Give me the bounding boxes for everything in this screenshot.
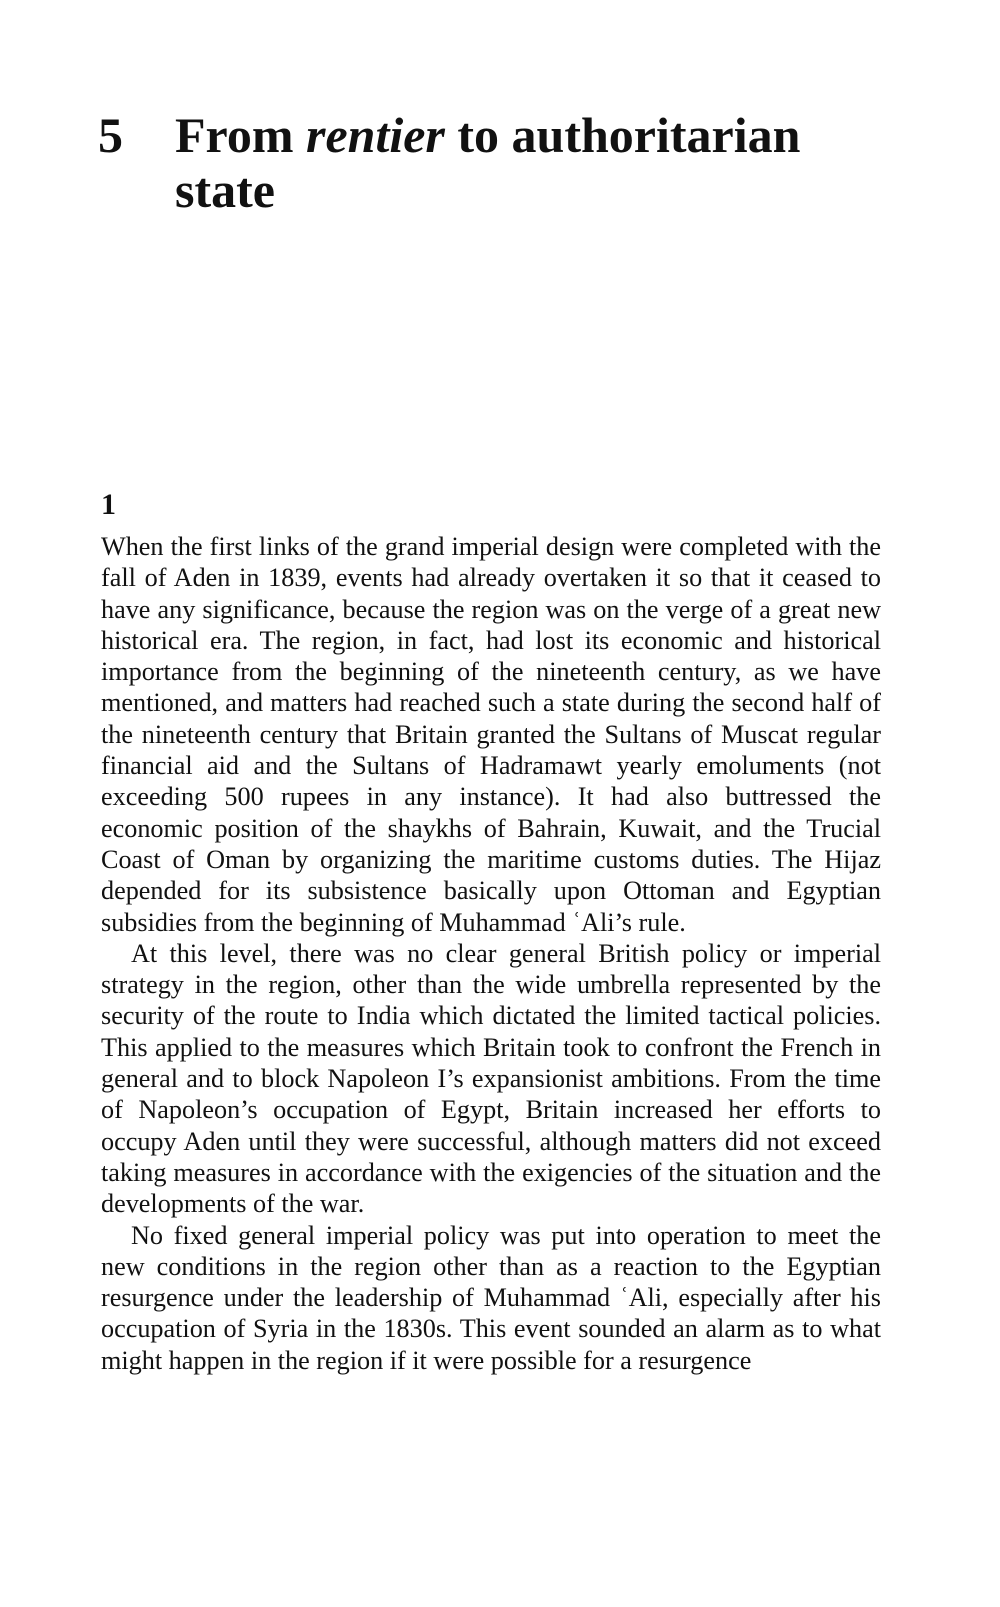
chapter-number: 5 — [98, 107, 123, 163]
body-text — [101, 531, 881, 1376]
paragraph: At this level, there was no clear general British policy or imperial strategy in the region, other than the wide umbrella represented by the security of the route to India which dictated the limited tactical policies. This applied to the measures which Britain took to confront the French in general and to block Napoleon I’s expansionist ambitions. From the time of Napoleon’s occupation of Egypt, Britain increased her efforts to occupy Aden until they were successful, although matters did not exceed taking measures in accordance with the exigencies of the situation and the developments of the war. — [101, 938, 881, 1219]
paragraph: No fixed general imperial policy was put into operation to meet the new conditions in the region other than as a reaction to the Egyptian resurgence under the leadership of Muhammad ʿAli, especially after his occupation of Syria in the 1830s. This event sounded an alarm as to what might happen in the region if it were possible for a resurgence — [101, 1220, 881, 1375]
paragraph: When the first links of the grand imperial design were completed with the fall of Aden in 1839, events had already overtaken it so that it ceased to have any significance, because the region was on the verge of a great new historical era. The region, in fact, had lost its economic and historical importance from the beginning of the nineteenth century, as we have mentioned, and matters had reached such a state during the second half of the nineteenth century that Britain granted the Sultans of Muscat regular financial aid and the Sultans of Hadramawt yearly emoluments (not exceeding 500 rupees in any instance). It had also buttressed the economic position of the shaykhs of Bahrain, Kuwait, and the Trucial Coast of Oman by organizing the maritime customs duties. The Hijaz depended for its subsistence basically upon Ottoman and Egyptian subsidies from the beginning of Muhammad ʿAli’s rule. — [101, 532, 881, 937]
section-number: 1 — [101, 488, 116, 521]
chapter-title-pre: From — [175, 107, 306, 163]
chapter-title-post: to authoritarian state — [175, 107, 801, 218]
chapter-title-italic: rentier — [305, 107, 445, 163]
chapter-title — [175, 108, 895, 218]
